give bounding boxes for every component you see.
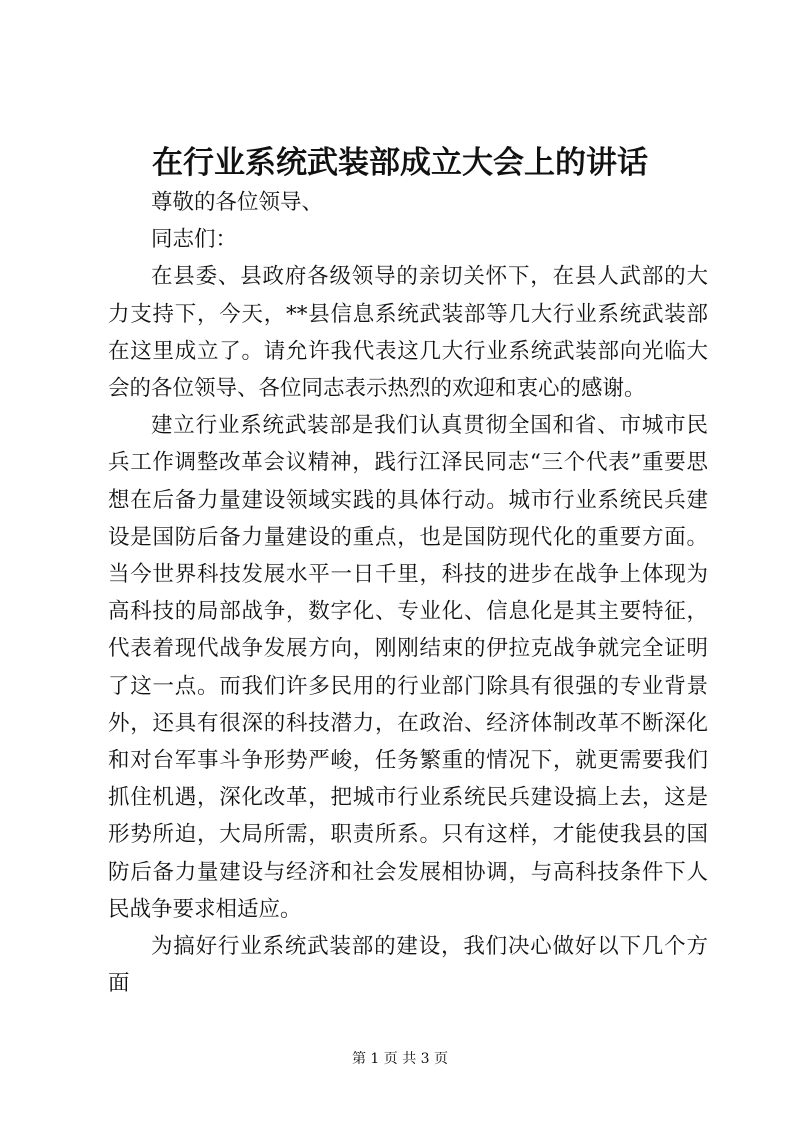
document-body: [108, 184, 708, 1002]
body-paragraph: 为搞好行业系统武装部的建设，我们决心做好以下几个方面: [108, 934, 708, 997]
body-paragraph: 建立行业系统武装部是我们认真贯彻全国和省、市城市民兵工作调整改革会议精神，践行江泽民同志“三个代表”重要思想在后备力量建设领域实践的具体行动。城市行业系统民兵建设是国防后备力量建设的重点，也是国防现代化的重要方面。当今世界科技发展水平一日千里，科技的进步在战争上体现为高科技的局部战争，数字化、专业化、信息化是其主要特征，代表着现代战争发展方向，刚刚结束的伊拉克战争就完全证明了这一点。而我们许多民用的行业部门除具有很强的专业背景外，还具有很深的科技潜力，在政治、经济体制改革不断深化和对台军事斗争形势严峻，任务繁重的情况下，就更需要我们抓住机遇，深化改革，把城市行业系统民兵建设搞上去，这是形势所迫，大局所需，职责所系。只有这样，才能使我县的国防后备力量建设与经济和社会发展相协调，与高科技条件下人民战争要求相适应。: [108, 413, 708, 922]
body-paragraph: 在县委、县政府各级领导的亲切关怀下，在县人武部的大力支持下，今天，**县信息系统武装部等几大行业系统武装部在这里成立了。请允许我代表这几大行业系统武装部向光临大会的各位领导、各位同志表示热烈的欢迎和衷心的感谢。: [108, 264, 708, 402]
salutation-line: 同志们：: [151, 227, 238, 253]
page-footer: 第 1 页 共 3 页: [351, 1051, 449, 1067]
salutation-line: 尊敬的各位领导、: [151, 190, 324, 215]
document-title: 在行业系统武装部成立大会上的讲话: [152, 145, 648, 181]
